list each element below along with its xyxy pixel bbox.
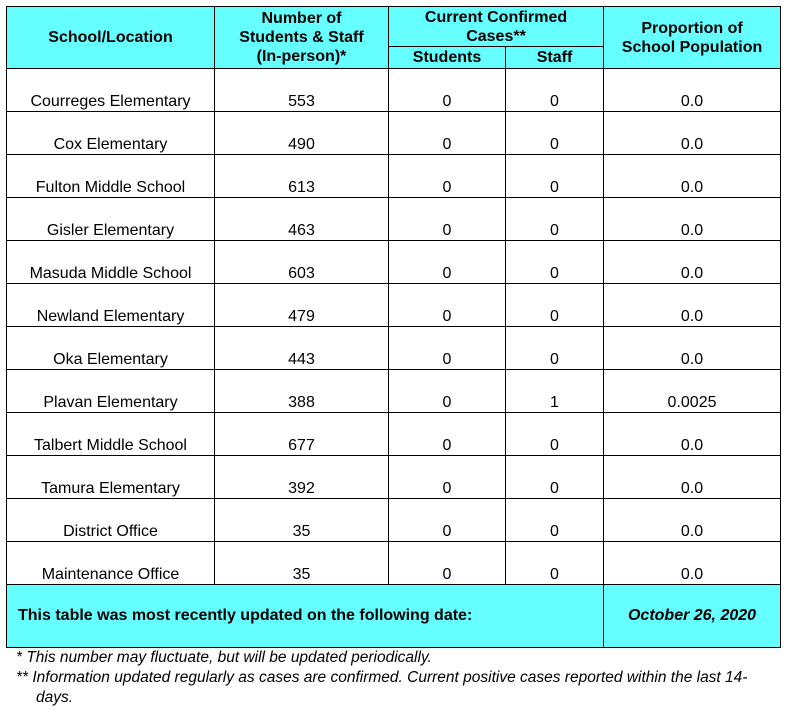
count-cell: 35 — [215, 499, 389, 542]
staff-subheader: Staff — [506, 47, 604, 69]
count-cell: 479 — [215, 284, 389, 327]
table-row — [7, 542, 781, 585]
students-cell: 0 — [389, 284, 506, 327]
staff-cell: 0 — [506, 198, 604, 241]
students-cell: 0 — [389, 542, 506, 585]
students-cell: 0 — [389, 241, 506, 284]
staff-cell: 0 — [506, 241, 604, 284]
proportion-cell: 0.0 — [604, 413, 781, 456]
staff-cell: 0 — [506, 542, 604, 585]
count-cell: 677 — [215, 413, 389, 456]
students-cell: 0 — [389, 456, 506, 499]
school-cell: Newland Elementary — [7, 284, 215, 327]
update-footer-row — [7, 585, 781, 648]
students-cell: 0 — [389, 69, 506, 112]
school-cell: Talbert Middle School — [7, 413, 215, 456]
table-row — [7, 155, 781, 198]
proportion-column-header — [604, 7, 781, 69]
count-cell: 613 — [215, 155, 389, 198]
table-row — [7, 327, 781, 370]
table-row — [7, 241, 781, 284]
current-cases-header-line2: Cases** — [466, 27, 526, 45]
count-cell: 553 — [215, 69, 389, 112]
students-subheader: Students — [389, 47, 506, 69]
count-cell: 603 — [215, 241, 389, 284]
staff-cell: 0 — [506, 499, 604, 542]
staff-cell: 0 — [506, 112, 604, 155]
proportion-header-line2: School Population — [621, 38, 763, 56]
staff-cell: 0 — [506, 327, 604, 370]
students-staff-header-line1: Number of — [261, 10, 342, 27]
staff-cell: 0 — [506, 155, 604, 198]
school-cell: Plavan Elementary — [7, 370, 215, 413]
count-cell: 490 — [215, 112, 389, 155]
proportion-cell: 0.0 — [604, 542, 781, 585]
school-cases-table — [6, 6, 781, 648]
staff-cell: 0 — [506, 69, 604, 112]
school-column-header: School/Location — [7, 7, 215, 69]
school-cell: Gisler Elementary — [7, 198, 215, 241]
table-row — [7, 198, 781, 241]
students-cell: 0 — [389, 198, 506, 241]
proportion-cell: 0.0 — [604, 499, 781, 542]
school-cell: Cox Elementary — [7, 112, 215, 155]
proportion-cell: 0.0 — [604, 241, 781, 284]
current-cases-header-line1: Current Confirmed — [424, 8, 568, 26]
school-cell: Maintenance Office — [7, 542, 215, 585]
proportion-cell: 0.0 — [604, 112, 781, 155]
students-cell: 0 — [389, 155, 506, 198]
table-row — [7, 370, 781, 413]
count-cell: 388 — [215, 370, 389, 413]
students-cell: 0 — [389, 327, 506, 370]
table-row — [7, 456, 781, 499]
proportion-cell: 0.0 — [604, 456, 781, 499]
proportion-cell: 0.0 — [604, 284, 781, 327]
school-cell: Oka Elementary — [7, 327, 215, 370]
school-cell: Masuda Middle School — [7, 241, 215, 284]
update-message: This table was most recently updated on the following date: — [7, 585, 604, 648]
staff-cell: 0 — [506, 456, 604, 499]
school-cell: Tamura Elementary — [7, 456, 215, 499]
students-cell: 0 — [389, 499, 506, 542]
count-cell: 392 — [215, 456, 389, 499]
current-cases-column-header — [389, 7, 604, 47]
school-cell: Courreges Elementary — [7, 69, 215, 112]
students-staff-column-header — [215, 7, 389, 69]
table-row — [7, 284, 781, 327]
staff-cell: 0 — [506, 284, 604, 327]
footnote-1: * This number may fluctuate, but will be updated periodically. — [16, 649, 432, 666]
proportion-cell: 0.0 — [604, 198, 781, 241]
footnote-2: ** Information updated regularly as cases are confirmed. Current positive cases reported within the last 14-days. — [16, 669, 748, 706]
count-cell: 443 — [215, 327, 389, 370]
table-row — [7, 413, 781, 456]
proportion-cell: 0.0 — [604, 69, 781, 112]
table-row — [7, 69, 781, 112]
proportion-cell: 0.0025 — [604, 370, 781, 413]
proportion-header-line1: Proportion of — [641, 19, 743, 37]
students-cell: 0 — [389, 112, 506, 155]
students-staff-header-line2: Students & Staff — [239, 29, 364, 46]
proportion-cell: 0.0 — [604, 327, 781, 370]
table-row — [7, 112, 781, 155]
staff-cell: 1 — [506, 370, 604, 413]
staff-cell: 0 — [506, 413, 604, 456]
school-cell: District Office — [7, 499, 215, 542]
proportion-cell: 0.0 — [604, 155, 781, 198]
footnotes — [16, 648, 756, 708]
count-cell: 463 — [215, 198, 389, 241]
count-cell: 35 — [215, 542, 389, 585]
school-cell: Fulton Middle School — [7, 155, 215, 198]
table-row — [7, 499, 781, 542]
students-cell: 0 — [389, 413, 506, 456]
update-date: October 26, 2020 — [604, 585, 781, 648]
students-cell: 0 — [389, 370, 506, 413]
students-staff-header-line3: (In-person)* — [256, 48, 347, 65]
